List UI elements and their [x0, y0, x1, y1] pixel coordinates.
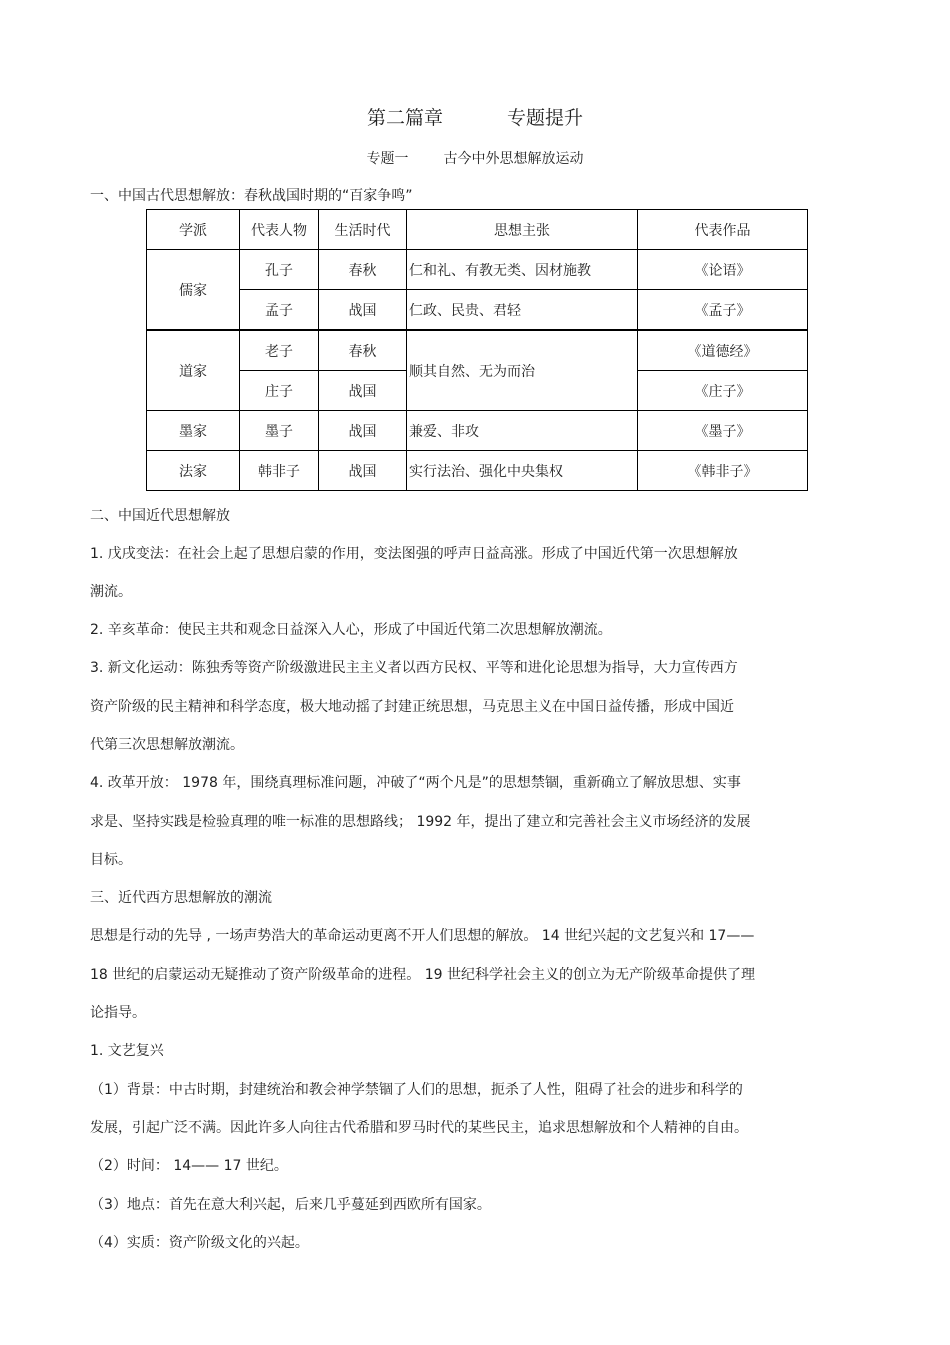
paragraph-line: 4. 改革开放： 1978 年，围绕真理标准问题，冲破了“两个凡是”的思想禁锢，重新确立了解放思想、实事 — [90, 775, 741, 791]
cell-work: 《论语》 — [638, 250, 808, 290]
paragraph-line: （2）时间： 14—— 17 世纪。 — [90, 1158, 288, 1174]
cell-era: 春秋 — [319, 250, 407, 290]
cell-ideas: 实行法治、强化中央集权 — [407, 451, 638, 491]
cell-work: 《道德经》 — [638, 330, 808, 371]
chapter-title-part1: 第二篇章 — [366, 107, 443, 129]
header-ideas: 思想主张 — [407, 210, 638, 250]
topic-subtitle — [0, 148, 950, 168]
cell-person: 墨子 — [240, 411, 319, 451]
cell-ideas: 顺其自然、无为而治 — [407, 330, 638, 411]
cell-work: 《孟子》 — [638, 290, 808, 331]
paragraph-line: 求是、坚持实践是检验真理的唯一标准的思想路线； 1992 年，提出了建立和完善社会主义市场经济的发展 — [90, 814, 751, 830]
cell-school: 墨家 — [147, 411, 240, 451]
schools-table — [146, 209, 808, 491]
cell-era: 战国 — [319, 451, 407, 491]
header-person: 代表人物 — [240, 210, 319, 250]
cell-ideas: 兼爱、非攻 — [407, 411, 638, 451]
section-heading-2: 二、中国近代思想解放 — [90, 508, 230, 524]
paragraph-line: 潮流。 — [90, 584, 132, 600]
cell-person: 韩非子 — [240, 451, 319, 491]
paragraph-line: 代第三次思想解放潮流。 — [90, 737, 244, 753]
paragraph-line: （3）地点：首先在意大利兴起，后来几乎蔓延到西欧所有国家。 — [90, 1197, 491, 1213]
chapter-title — [0, 103, 950, 130]
cell-ideas: 仁政、民贵、君轻 — [407, 290, 638, 331]
cell-work: 《墨子》 — [638, 411, 808, 451]
topic-subtitle-part1: 专题一 — [366, 151, 409, 167]
cell-ideas: 仁和礼、有教无类、因材施教 — [407, 250, 638, 290]
paragraph-line: 1. 戊戌变法：在社会上起了思想启蒙的作用，变法图强的呼声日益高涨。形成了中国近代第一次思想解放 — [90, 546, 738, 562]
cell-work: 《韩非子》 — [638, 451, 808, 491]
table-row — [147, 250, 808, 290]
cell-era: 战国 — [319, 290, 407, 331]
topic-subtitle-part2: 古今中外思想解放运动 — [443, 151, 584, 167]
paragraph-line: 3. 新文化运动：陈独秀等资产阶级激进民主主义者以西方民权、平等和进化论思想为指导，大力宣传西方 — [90, 660, 738, 676]
paragraph-line: （1）背景：中古时期，封建统治和教会神学禁锢了人们的思想，扼杀了人性，阻碍了社会的进步和科学的 — [90, 1082, 743, 1098]
header-work: 代表作品 — [638, 210, 808, 250]
cell-era: 春秋 — [319, 330, 407, 371]
cell-era: 战国 — [319, 411, 407, 451]
chapter-title-part2: 专题提升 — [507, 107, 584, 129]
table-header-row — [147, 210, 808, 250]
paragraph-line: 目标。 — [90, 852, 132, 868]
subheading-renaissance: 1. 文艺复兴 — [90, 1043, 164, 1059]
section-heading-3: 三、近代西方思想解放的潮流 — [90, 890, 272, 906]
cell-era: 战国 — [319, 371, 407, 411]
paragraph-line: 资产阶级的民主精神和科学态度，极大地动摇了封建正统思想，马克思主义在中国日益传播，形成中国近 — [90, 699, 734, 715]
table-row — [147, 451, 808, 491]
table-row — [147, 330, 808, 371]
cell-person: 庄子 — [240, 371, 319, 411]
cell-school: 道家 — [147, 330, 240, 411]
header-era: 生活时代 — [319, 210, 407, 250]
cell-school: 法家 — [147, 451, 240, 491]
paragraph-line: 论指导。 — [90, 1005, 146, 1021]
paragraph-line: 发展，引起广泛不满。因此许多人向往古代希腊和罗马时代的某些民主，追求思想解放和个人精神的自由。 — [90, 1120, 748, 1136]
section-heading-1: 一、中国古代思想解放：春秋战国时期的“百家争鸣” — [90, 188, 413, 204]
cell-person: 孟子 — [240, 290, 319, 331]
cell-person: 老子 — [240, 330, 319, 371]
paragraph-line: 18 世纪的启蒙运动无疑推动了资产阶级革命的进程。 19 世纪科学社会主义的创立为无产阶级革命提供了理 — [90, 967, 755, 983]
table-row — [147, 290, 808, 331]
paragraph-line: 2. 辛亥革命：使民主共和观念日益深入人心，形成了中国近代第二次思想解放潮流。 — [90, 622, 612, 638]
cell-work: 《庄子》 — [638, 371, 808, 411]
cell-school: 儒家 — [147, 250, 240, 331]
cell-person: 孔子 — [240, 250, 319, 290]
header-school: 学派 — [147, 210, 240, 250]
paragraph-line: （4）实质：资产阶级文化的兴起。 — [90, 1235, 309, 1251]
paragraph-line: 思想是行动的先导 , 一场声势浩大的革命运动更离不开人们思想的解放。 14 世纪兴起的文艺复兴和 17—— — [90, 928, 755, 944]
table-row — [147, 411, 808, 451]
